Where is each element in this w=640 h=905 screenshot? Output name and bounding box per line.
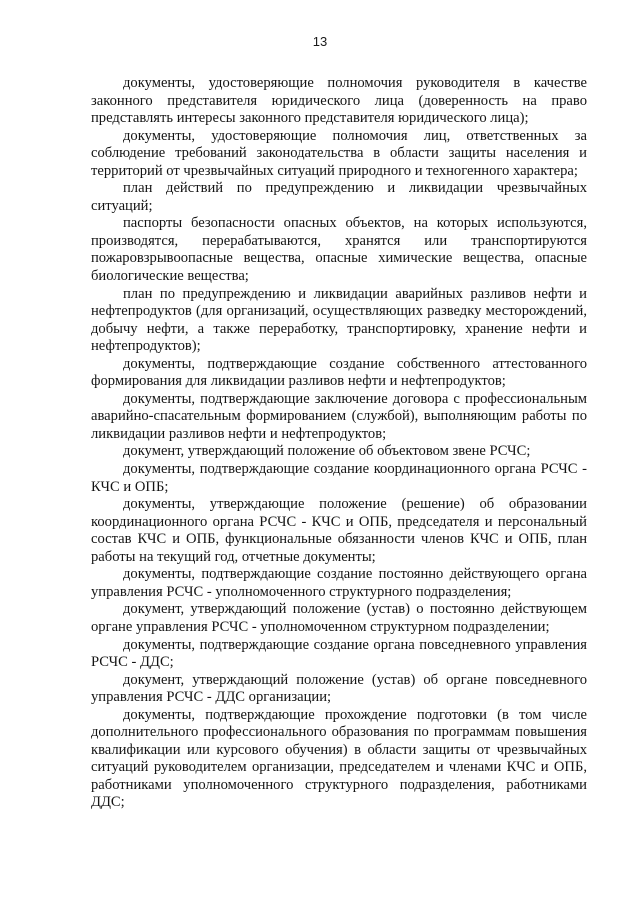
paragraph: план по предупреждению и ликвидации аварийных разливов нефти и нефтепродуктов (для организаций, осуществляющих разведку месторождений, добычу нефти, а также переработку, транспортировку, хранение нефти и нефтепродуктов); [91,285,587,355]
paragraph: документы, подтверждающие заключение договора с профессиональным аварийно-спасательным формированием (службой), выполняющим работы по ликвидации разливов нефти и нефтепродуктов; [91,390,587,442]
paragraph: документ, утверждающий положение (устав) о постоянно действующем органе управления РСЧС - уполномоченном структурном подразделении; [91,601,587,635]
paragraph: документы, подтверждающие создание координационного органа РСЧС - КЧС и ОПБ; [91,461,587,495]
document-body [91,75,587,812]
paragraph: документы, подтверждающие создание постоянно действующего органа управления РСЧС - уполномоченного структурного подразделения; [91,566,587,600]
paragraph: план действий по предупреждению и ликвидации чрезвычайных ситуаций; [91,180,587,214]
paragraph: документы, подтверждающие создание органа повседневного управления РСЧС - ДДС; [91,636,587,671]
paragraph: документ, утверждающий положение (устав) об органе повседневного управления РСЧС - ДДС организации; [91,671,587,706]
paragraph: документы, удостоверяющие полномочия лиц, ответственных за соблюдение требований законодательства в области защиты населения и территорий от чрезвычайных ситуаций природного и техногенного характера; [91,127,587,179]
paragraph: паспорты безопасности опасных объектов, на которых используются, производятся, перерабатываются, хранятся или транспортируются пожаровзрывоопасные вещества, опасные химические вещества, опасные биологические вещества; [91,215,587,285]
paragraph: документы, подтверждающие создание собственного аттестованного формирования для ликвидации разливов нефти и нефтепродуктов; [91,355,587,390]
paragraph: документы, подтверждающие прохождение подготовки (в том числе дополнительного профессионального образования по программам повышения квалификации или курсового обучения) в области защиты от чрезвычайных ситуаций руководителем организации, председателем и членами КЧС и ОПБ, работниками уполномоченного структурного подразделения, работниками ДДС; [91,706,587,811]
paragraph: документ, утверждающий положение об объектовом звене РСЧС; [123,443,531,460]
page-number: 13 [312,34,328,49]
paragraph: документы, утверждающие положение (решение) об образовании координационного органа РСЧС - КЧС и ОПБ, председателя и персональный состав КЧС и ОПБ, функциональные обязанности членов КЧС и ОПБ, план работы на текущий год, отчетные документы; [91,496,587,565]
paragraph: документы, удостоверяющие полномочия руководителя в качестве законного представителя юридического лица (доверенность на право представлять интересы законного представителя юридического лица); [91,75,587,127]
